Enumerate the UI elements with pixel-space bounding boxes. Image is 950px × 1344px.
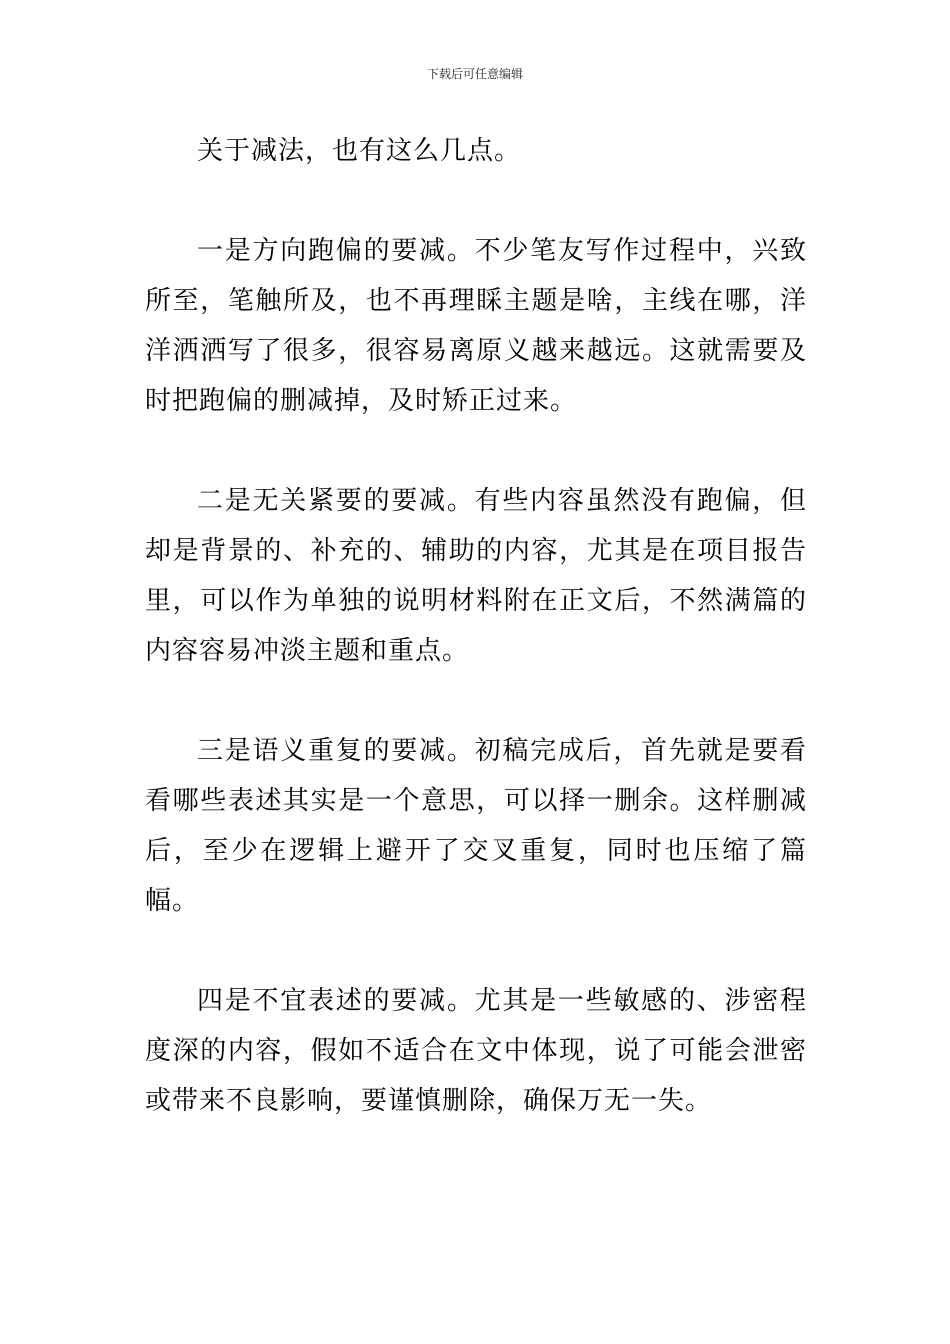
paragraph-point-3: 三是语义重复的要减。初稿完成后，首先就是要看看哪些表述其实是一个意思，可以择一删余。这样删减后，至少在逻辑上避开了交叉重复，同时也压缩了篇幅。 [145, 736, 807, 916]
page-header: 下载后可任意编辑 [426, 67, 523, 81]
paragraph-point-2: 二是无关紧要的要减。有些内容虽然没有跑偏，但却是背景的、补充的、辅助的内容，尤其是在项目报告里，可以作为单独的说明材料附在正文后，不然满篇的内容容易冲淡主题和重点。 [145, 486, 807, 666]
paragraph-point-1: 一是方向跑偏的要减。不少笔友写作过程中，兴致所至，笔触所及，也不再理睬主题是啥，主线在哪，洋洋洒洒写了很多，很容易离原义越来越远。这就需要及时把跑偏的删减掉，及时矫正过来。 [145, 236, 807, 416]
document-body [145, 126, 807, 1126]
paragraph-point-4: 四是不宜表述的要减。尤其是一些敏感的、涉密程度深的内容，假如不适合在文中体现，说了可能会泄密或带来不良影响，要谨慎删除，确保万无一失。 [145, 986, 807, 1116]
paragraph-intro: 关于减法，也有这么几点。 [197, 136, 522, 166]
